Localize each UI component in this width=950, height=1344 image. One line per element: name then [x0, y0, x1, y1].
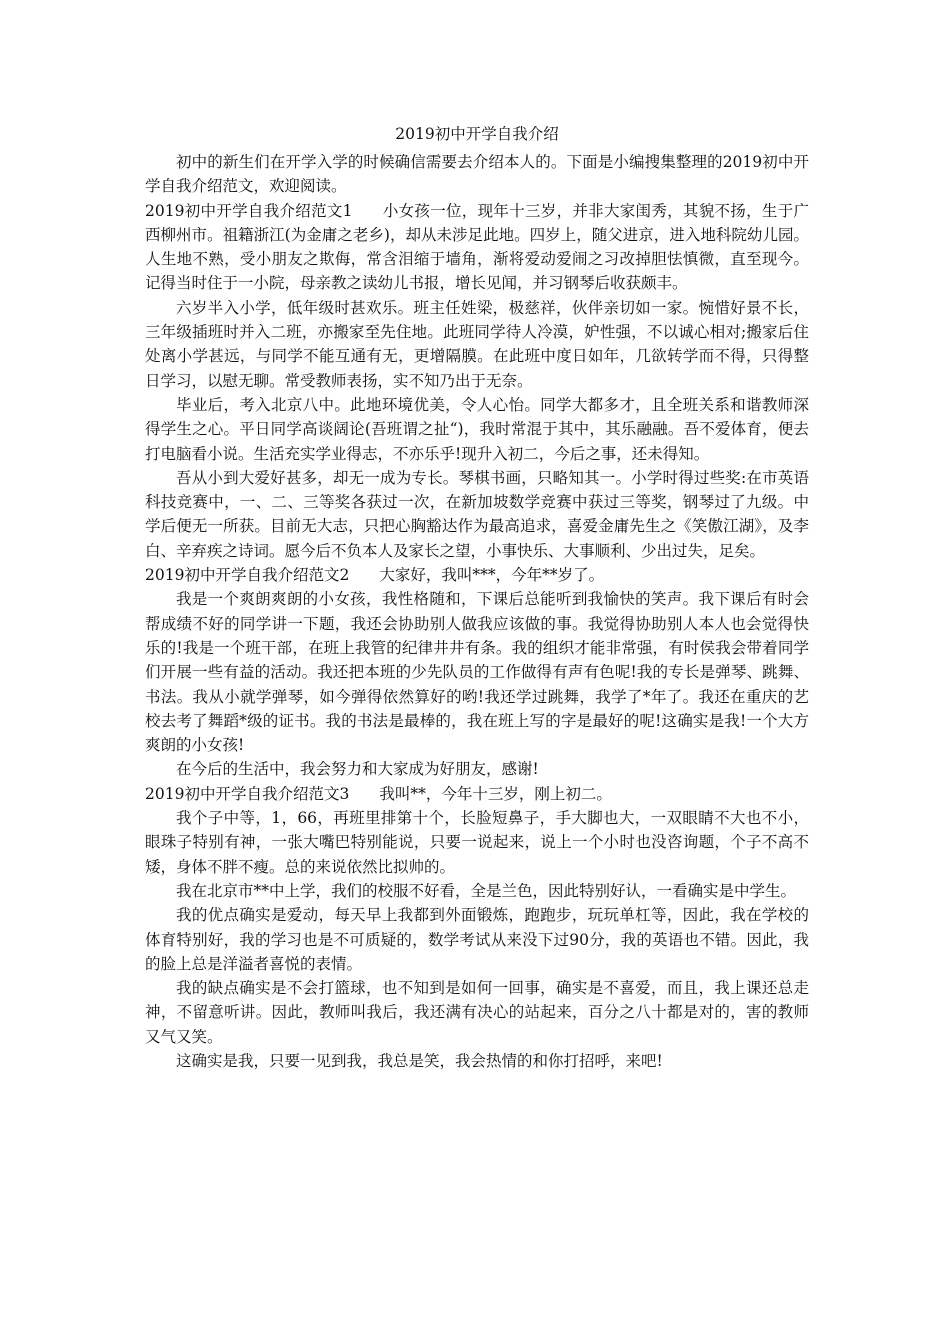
- section-lead-text: 大家好，我叫***，今年**岁了。: [379, 566, 605, 585]
- section-1-lead: [145, 199, 809, 296]
- section-2-lead: [145, 563, 809, 587]
- body-paragraph: 我个子中等，1，66，再班里排第十个，长脸短鼻子，手大脚也大，一双眼睛不大也不小，眼珠子特别有神，一张大嘴巴特别能说，只要一说起来，说上一个小时也没咨询题，个子不高不矮，身体不胖不瘦。总的来说依然比拟帅的。: [145, 809, 809, 876]
- body-paragraph: 毕业后，考入北京八中。此地环境优美，令人心怡。同学大都多才，且全班关系和谐教师深得学生之心。平日同学高谈阔论(吾班谓之扯“)，我时常混于其中，其乐融融。吾不爱体育，便去打电脑看小说。生活充实学业得志，不亦乐乎!现升入初二，今后之事，还未得知。: [145, 395, 809, 463]
- body-paragraph: 我是一个爽朗爽朗的小女孩，我性格随和，下课后总能听到我愉快的笑声。我下课后有时会帮成绩不好的同学讲一下题，我还会协助别人做我应该做的事。我觉得协助别人本人也会觉得快乐的!我是一个班干部，在班上我管的纪律井井有条。我的组织才能非常强，有时侯我会带着同学们开展一些有益的活动。我还把本班的少先队员的工作做得有声有色呢!我的专长是弹琴、跳舞、书法。我从小就学弹琴，如今弹得依然算好的哟!我还学过跳舞，我学了*年了。我还在重庆的艺校去考了舞蹈*级的证书。我的书法是最棒的，我在班上写的字是最好的呢!这确实是我!一个大方爽朗的小女孩!: [145, 590, 809, 755]
- section-lead-text: 小女孩一位，现年十三岁，并非大家闺秀，其貌不扬，生于广西柳州市。祖籍浙江(为金庸之老乡)，却从未涉足此地。四岁上，随父进京，进入地科院幼儿园。人生地不熟，受小朋友之欺侮，常含泪缩于墙角，渐将爱动爱闹之习改掉胆怯慎微，直至现今。记得当时住于一小院，母亲教之读幼儿书报，增长见闻，并习钢琴后收获颇丰。: [145, 201, 809, 293]
- body-paragraph: 我在北京市**中上学，我们的校服不好看，全是兰色，因此特别好认，一看确实是中学生。: [176, 881, 797, 900]
- body-paragraph: 六岁半入小学，低年级时甚欢乐。班主任姓梁，极慈祥，伙伴亲切如一家。惋惜好景不长，三年级插班时并入二班，亦搬家至先住地。此班同学待人冷漠，妒性强，不以诚心相对;搬家后住处离小学甚远，与同学不能互通有无，更增隔膜。在此班中度日如年，几欲转学而不得，只得整日学习，以慰无聊。常受教师表扬，实不知乃出于无奈。: [145, 298, 809, 390]
- body-paragraph: 我的优点确实是爱动，每天早上我都到外面锻炼，跑跑步，玩玩单杠等，因此，我在学校的体育特别好，我的学习也是不可质疑的，数学考试从来没下过90分，我的英语也不错。因此，我的脸上总是洋溢者喜悦的表情。: [145, 906, 809, 973]
- document-page: [145, 122, 809, 1073]
- intro-paragraph: 初中的新生们在开学入学的时候确信需要去介绍本人的。下面是小编搜集整理的2019初中开学自我介绍范文，欢迎阅读。: [145, 153, 809, 196]
- body-paragraph: 这确实是我，只要一见到我，我总是笑，我会热情的和你打招呼，来吧!: [176, 1051, 663, 1070]
- section-heading: 2019初中开学自我介绍范文1: [145, 201, 353, 220]
- body-paragraph: 吾从小到大爱好甚多，却无一成为专长。琴棋书画，只略知其一。小学时得过些奖:在市英语科技竞赛中，一、二、三等奖各获过一次，在新加坡数学竞赛中获过三等奖，钢琴过了九级。中学后便无一所获。目前无大志，只把心胸豁达作为最高追求，喜爱金庸先生之《笑傲江湖》，及李白、辛弃疾之诗词。愿今后不负本人及家长之望，小事快乐、大事顺利、少出过失，足矣。: [145, 468, 809, 560]
- section-heading: 2019初中开学自我介绍范文2: [145, 566, 350, 585]
- section-lead-text: 我叫**，今年十三岁，刚上初二。: [379, 784, 612, 803]
- document-title: 2019初中开学自我介绍: [395, 125, 559, 143]
- section-3-lead: [145, 782, 809, 806]
- body-paragraph: 我的缺点确实是不会打篮球，也不知到是如何一回事，确实是不喜爱，而且，我上课还总走神，不留意听讲。因此，教师叫我后，我还满有决心的站起来，百分之八十都是对的，害的教师又气又笑。: [145, 979, 809, 1046]
- body-paragraph: 在今后的生活中，我会努力和大家成为好朋友，感谢!: [176, 760, 539, 779]
- section-heading: 2019初中开学自我介绍范文3: [145, 784, 350, 803]
